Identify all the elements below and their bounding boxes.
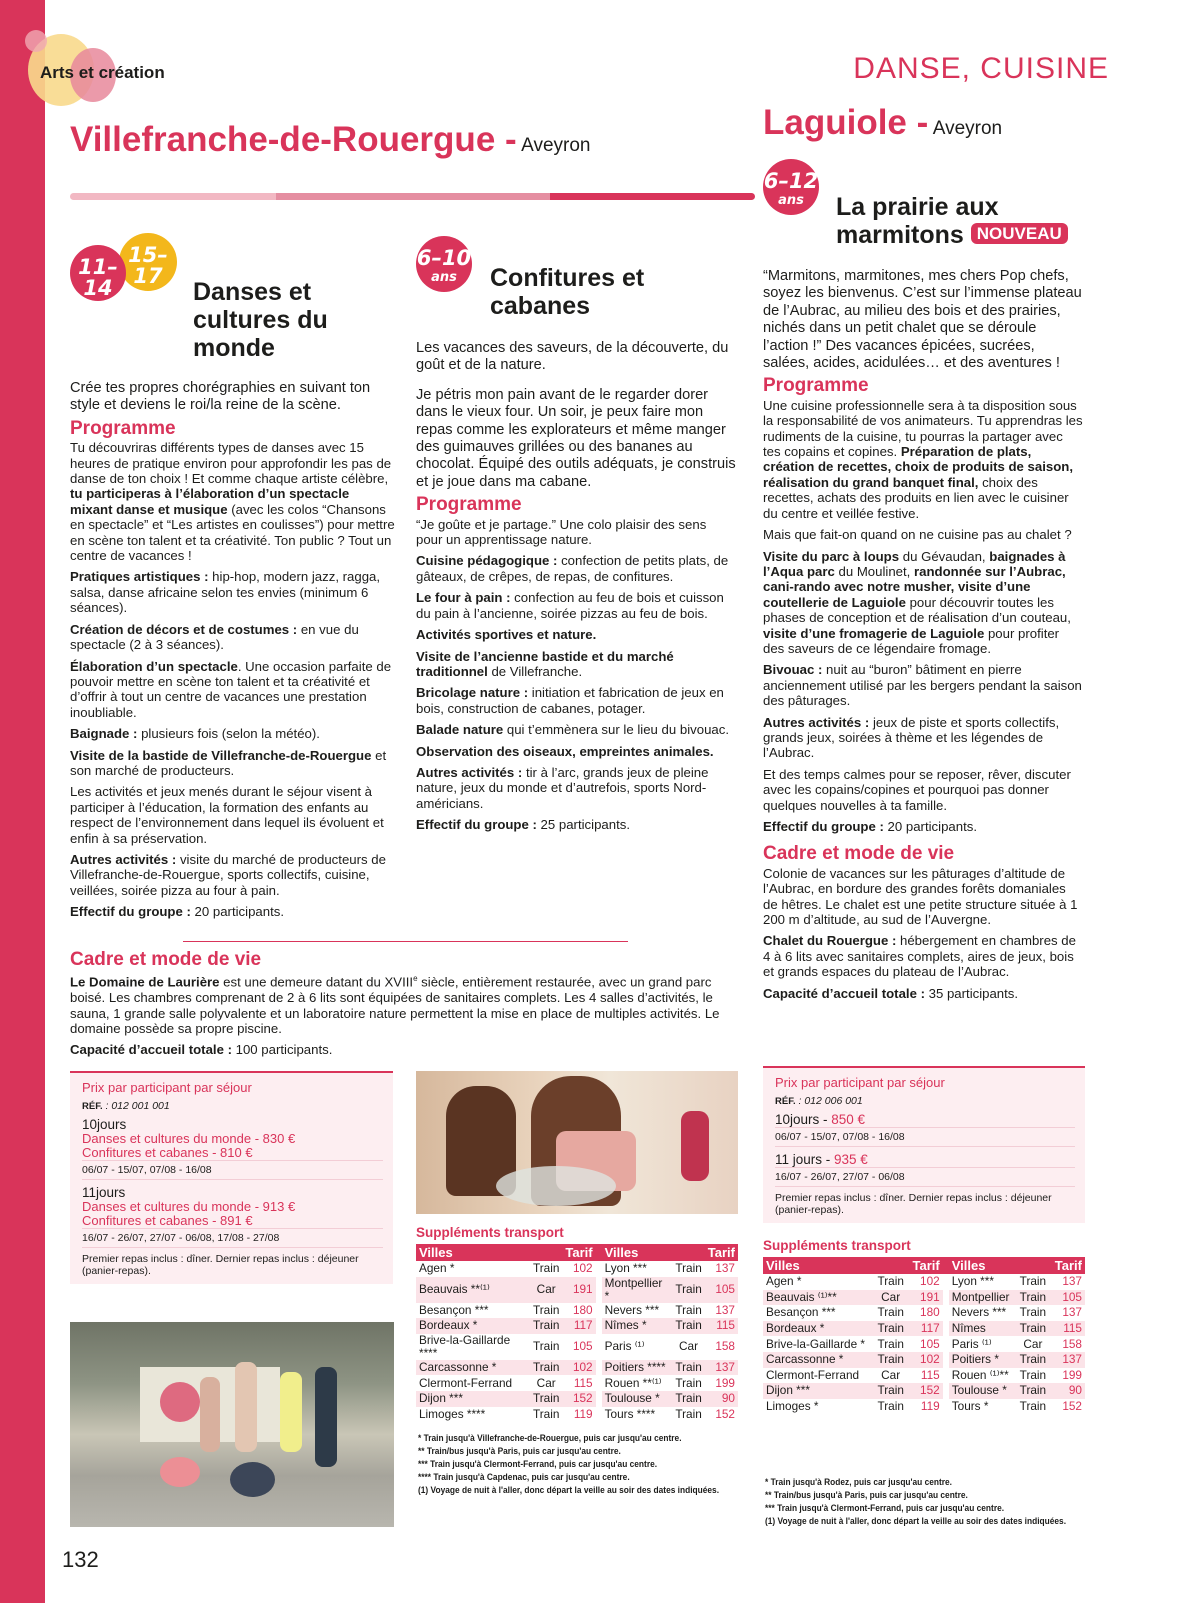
cell-mode: Train	[530, 1391, 562, 1407]
cell-price: 105	[1050, 1290, 1085, 1306]
programme-item: Bricolage nature : initiation et fabrication de jeux en bois, construction de cabanes, potager.	[416, 685, 724, 716]
cadre-heading: Cadre et mode de vie	[763, 843, 955, 865]
cell-mode: Train	[675, 1406, 702, 1421]
cell-city: Rouen **⁽¹⁾	[604, 1375, 662, 1390]
cell-mode: Car	[679, 1339, 699, 1354]
cell-city: Limoges ****	[419, 1406, 486, 1421]
cell-price: 105	[920, 1336, 940, 1351]
cell-city: Agen *	[419, 1261, 455, 1276]
cell-price: 102	[562, 1360, 595, 1376]
transport-footnotes	[765, 1476, 1099, 1528]
cell-price: 137	[1062, 1274, 1082, 1289]
age-badge: 6–10 ans	[416, 236, 472, 292]
cell-city: Nîmes	[949, 1321, 1016, 1337]
cadre-heading: Cadre et mode de vie	[70, 949, 262, 970]
cell-city: Toulouse *	[949, 1383, 1016, 1399]
cell-city: Poitiers ****	[602, 1360, 673, 1376]
cell-city: Agen *	[766, 1274, 802, 1289]
footnote: ** Train/bus jusqu'à Paris, puis car jusqu'au centre.	[765, 1490, 968, 1501]
cell-price: 115	[573, 1375, 593, 1390]
cell-mode: Train	[672, 1318, 704, 1334]
cell-price: 152	[715, 1406, 735, 1421]
cell-mode: Train	[1016, 1321, 1050, 1337]
cell-price: 191	[908, 1290, 943, 1306]
age-badge: 15–17 ans	[119, 233, 177, 291]
category-title: DANSE, CUISINE	[853, 52, 1109, 85]
cell-price: 152	[1062, 1399, 1082, 1414]
cell-price: 137	[715, 1261, 735, 1276]
laguiole-heading	[763, 103, 1002, 143]
cell-city: Paris ⁽¹⁾	[604, 1339, 645, 1354]
age-badge: 6–12 ans	[763, 159, 819, 215]
side-color-bar	[0, 0, 45, 1603]
cell-price: 158	[715, 1339, 735, 1354]
programme-item: Effectif du groupe : 20 participants.	[763, 819, 977, 834]
cell-price: 90	[705, 1391, 738, 1407]
decor-circle-small	[25, 30, 47, 52]
place-title: Villefranche-de-Rouergue -	[70, 120, 517, 159]
cell-price: 137	[1062, 1305, 1082, 1320]
price-box	[763, 1066, 1085, 1223]
cell-price: 137	[705, 1360, 738, 1376]
table-row	[416, 1261, 738, 1277]
duration-11: 11 jours - 935 € 16/07 - 26/07, 27/07 - 06/08	[775, 1153, 1075, 1187]
place-region: Aveyron	[932, 118, 1003, 139]
capacity: Capacité d’accueil totale : 35 participants.	[763, 985, 1019, 1001]
footnote: ** Train/bus jusqu'à Paris, puis car jusqu'au centre.	[418, 1446, 621, 1457]
stage-intro: “Marmitons, marmitones, mes chers Pop chefs, soyez les bienvenus. C’est sur l’immense plateau de l’Aubrac, au milieu des bois et des prairies, nichés dans un petit chalet que se déroule l’action !” Des vacances épicées, sucrées, salées, acides, acidulées… et des aventures !	[763, 268, 1082, 372]
programme-item: Le four à pain : confection au feu de bois et cuisson du pain à l’ancienne, soirée pizzas au feu de bois.	[416, 590, 724, 621]
cell-mode: Train	[532, 1406, 560, 1421]
cell-price: 105	[572, 1339, 593, 1354]
cell-city: Tours ****	[604, 1406, 656, 1421]
duration-11: 11jours Danses et cultures du monde - 913 € Confitures et cabanes - 891 € 16/07 - 26/07, 27/07 - 06/08, 17/08 - 27/08	[82, 1186, 383, 1248]
cell-city: Poitiers *	[949, 1352, 1016, 1368]
place-title: Laguiole -	[763, 103, 929, 142]
cell-city: Rouen ⁽¹⁾**	[951, 1367, 1009, 1382]
cell-mode: Car	[530, 1277, 562, 1303]
footnote: **** Train jusqu'à Capdenac, puis car jusqu'au centre.	[418, 1472, 630, 1483]
programme-heading: Programme	[70, 417, 176, 439]
cadre-text: Le Domaine de Laurière est une demeure datant du XVIIIe siècle, entièrement restaurée, avec un grand parc boisé. Les chambres comprenant de 2 à 6 lits sont équipées de sanitaires complets. Les 4 salles d’activités, le sauna, 1 grande salle polyvalente et un laboratoire nature permettent la mise en place de multiples activités. Le domaine possède sa propre piscine.	[70, 974, 720, 1037]
cell-mode: Train	[1016, 1290, 1050, 1306]
villefranche-cadre	[70, 946, 735, 1064]
age-badge: 11–14 ans	[70, 245, 126, 301]
cell-price: 102	[908, 1352, 943, 1368]
table-row	[763, 1305, 1085, 1321]
table-header: Villes Tarif Villes Tarif	[763, 1257, 1085, 1274]
cell-mode: Train	[877, 1274, 904, 1289]
cell-mode: Train	[877, 1399, 904, 1414]
cadre-text: Colonie de vacances sur les pâturages d’altitude de l’Aubrac, en bordure des grandes forêts domaniales de hêtres. Le chalet est une petite structure située à 1 200 m d’altitude, au sud de l’Auvergne.	[763, 865, 1078, 928]
stage2-content	[416, 340, 736, 839]
page-number: 132	[62, 1547, 99, 1572]
cell-price: 137	[715, 1302, 735, 1317]
cell-mode: Train	[530, 1318, 562, 1334]
cell-city: Dijon ***	[416, 1391, 530, 1407]
cell-mode: Train	[675, 1261, 702, 1276]
cell-city: Dijon ***	[763, 1383, 874, 1399]
cell-price: 115	[705, 1318, 738, 1334]
programme-item: Et des temps calmes pour se reposer, rêver, discuter avec les copains/copines et pourquoi pas donner quelques nouvelles à ta famille.	[763, 766, 1071, 813]
stage-title: Danses et cultures du monde	[193, 278, 328, 362]
cell-mode: Train	[1016, 1352, 1050, 1368]
stage-title: Confitures et cabanes	[490, 264, 645, 320]
cell-city: Nevers ***	[604, 1302, 660, 1317]
table-row	[416, 1318, 738, 1334]
cell-price: 137	[1050, 1352, 1085, 1368]
reference: RÉF. : 012 001 001	[82, 1100, 170, 1112]
cell-city: Besançon ***	[766, 1305, 836, 1320]
cell-mode: Train	[532, 1302, 560, 1317]
table-row	[416, 1391, 738, 1407]
transport-table	[416, 1244, 738, 1422]
programme-text: Visite du parc à loups du Gévaudan, baignades à l’Aqua parc du Moulinet, randonnée sur l’Aubrac, cani-rando avec notre musher, visite d’une coutellerie de Laguiole pour découvrir toutes les phases de conception et de réalisation d’un couteau, visite d’une fromagerie de Laguiole pour profiter des saveurs de ce légendaire fromage.	[763, 548, 1071, 656]
price-title: Prix par participant par séjour	[82, 1080, 252, 1095]
duration-10: 10jours Danses et cultures du monde - 830 € Confitures et cabanes - 810 € 06/07 - 15/07, 07/08 - 16/08	[82, 1118, 383, 1180]
cell-city: Paris ⁽¹⁾	[951, 1336, 992, 1351]
cell-mode: Train	[1019, 1274, 1047, 1289]
table-row	[763, 1352, 1085, 1368]
section-divider	[183, 941, 628, 942]
cell-price: 199	[715, 1375, 735, 1390]
cell-price: 119	[920, 1399, 940, 1414]
cell-city: Toulouse *	[602, 1391, 673, 1407]
cell-price: 199	[1062, 1367, 1082, 1382]
cell-mode: Car	[1023, 1336, 1043, 1351]
stage-intro: Je pétris mon pain avant de le regarder dorer dans le vieux four. Un soir, je peux faire mon repas comme les explorateurs et même manger des guimauves grillées ou des bananes au chocolat. Équipé des outils adéquats, je construis et je joue dans ma cabane.	[416, 386, 736, 490]
transport-footnotes	[418, 1432, 752, 1497]
cell-price: 158	[1062, 1336, 1082, 1351]
cell-city: Lyon ***	[951, 1274, 994, 1289]
transport-table	[763, 1257, 1085, 1414]
programme-item: Autres activités : jeux de piste et sports collectifs, grands jeux, soirées à thème et les légendes de l’Aubrac.	[763, 714, 1060, 761]
programme-item: Élaboration d’un spectacle. Une occasion parfaite de pouvoir mettre en scène ton talent et ta créativité et d’offrir à tout un centre de vacances une prestation inoubliable.	[70, 658, 392, 720]
cell-city: Nîmes *	[602, 1318, 673, 1334]
cell-city: Tours *	[951, 1399, 989, 1414]
cell-city: Bordeaux *	[416, 1318, 530, 1334]
photo-children-cooking	[416, 1071, 738, 1214]
programme-item: Cuisine pédagogique : confection de petits plats, de gâteaux, de crêpes, de repas, de confitures.	[416, 553, 729, 584]
programme-item: Balade nature qui t’emmènera sur le lieu du bivouac.	[416, 722, 729, 738]
table-row	[763, 1368, 1085, 1384]
programme-item: Visite de la bastide de Villefranche-de-Rouergue et son marché de producteurs.	[70, 747, 387, 778]
cell-mode: Train	[672, 1360, 704, 1376]
cell-mode: Train	[532, 1339, 560, 1354]
cell-mode: Car	[881, 1367, 901, 1382]
footnote: * Train jusqu'à Villefranche-de-Rouergue, puis car jusqu'au centre.	[418, 1433, 682, 1444]
programme-item: Les activités et jeux menés durant le séjour visent à participer à l’éducation, la formation des enfants au respect de l’environnement dans lequel ils évoluent et enfin à sa préservation.	[70, 784, 384, 846]
cell-mode: Train	[675, 1375, 702, 1390]
cell-mode: Train	[1019, 1399, 1047, 1414]
programme-item: Bivouac : nuit au “buron” bâtiment en pierre anciennement utilisé par les bergers pendant la saison des pâturages.	[763, 662, 1082, 709]
transport-title: Suppléments transport	[416, 1225, 564, 1240]
cell-city: Montpellier *	[602, 1277, 673, 1303]
programme-item: Pratiques artistiques : hip-hop, modern jazz, ragga, salsa, danse africaine selon tes envies (minimum 6 séances).	[70, 569, 381, 616]
cell-price: 152	[908, 1383, 943, 1399]
stage-intro: Crée tes propres chorégraphies en suivant ton style et deviens le roi/la reine de la scène.	[70, 380, 371, 414]
cell-price: 117	[908, 1321, 943, 1337]
programme-item: Effectif du groupe : 20 participants.	[70, 904, 284, 920]
transport-title: Suppléments transport	[763, 1238, 911, 1253]
cell-mode: Train	[1016, 1383, 1050, 1399]
programme-heading: Programme	[416, 494, 522, 516]
cell-price: 152	[562, 1391, 595, 1407]
stage-title: La prairie aux marmitons NOUVEAU	[836, 193, 1106, 249]
table-row	[763, 1274, 1085, 1290]
title-underline	[70, 193, 755, 200]
cell-city: Brive-la-Gaillarde ****	[419, 1332, 511, 1360]
cell-city: Besançon ***	[419, 1302, 489, 1317]
photo-dance-group	[70, 1322, 394, 1527]
stage-intro: Les vacances des saveurs, de la découverte, du goût et de la nature.	[416, 340, 729, 374]
programme-text: Mais que fait-on quand on ne cuisine pas au chalet ?	[763, 527, 1072, 543]
table-row	[416, 1375, 738, 1391]
programme-text: Une cuisine professionnelle sera à ta disposition sous la responsabilité de vos animateurs. Tu apprendras les rudiments de la cuisine, tu pourras la partager avec tes copains et copines. Préparation de plats, création de recettes, choix de produits de saison, réalisation du grand banquet final, choix des recettes, achats des produits en lien avec le cuisiner du centre et veillée festive.	[763, 397, 1083, 521]
programme-text: Tu découvriras différents types de danses avec 15 heures de pratique environ pour approfondir les pas de danse de ton choix ! Et comme chaque artiste célèbre, tu participeras à l’élaboration d’un spectacle mixant danse et musique (avec les colos “Chansons en spectacle” et “Les artistes en coulisses”) pour mettre en scène ton talent et ta créativité. Ton public ? Tout un centre de vacances !	[70, 440, 395, 564]
cell-city: Montpellier	[949, 1290, 1016, 1306]
table-row	[416, 1407, 738, 1423]
new-badge: NOUVEAU	[971, 223, 1068, 244]
cell-price: 180	[920, 1305, 940, 1320]
programme-item: Autres activités : visite du marché de producteurs de Villefranche-de-Rouergue, sports collectifs, cuisine, veillées, soirée pizza au four à pain.	[70, 851, 386, 898]
cell-city: Beauvais ⁽¹⁾**	[763, 1290, 874, 1306]
table-row	[763, 1399, 1085, 1415]
footnote: *** Train jusqu'à Clermont-Ferrand, puis car jusqu'au centre.	[418, 1459, 658, 1470]
cell-city: Bordeaux *	[763, 1321, 874, 1337]
programme-item: “Je goûte et je partage.” Une colo plaisir des sens pour un apprentissage nature.	[416, 516, 707, 548]
cell-price: 102	[572, 1261, 593, 1276]
programme-item: Autres activités : tir à l’arc, grands jeux de pleine nature, jeux du monde et d’autrefois, sports Nord-américians.	[416, 764, 709, 811]
meal-note: Premier repas inclus : dîner. Dernier repas inclus : déjeuner (panier-repas).	[775, 1192, 1052, 1216]
cell-city: Nevers ***	[951, 1305, 1007, 1320]
cell-mode: Train	[672, 1277, 704, 1303]
table-row	[416, 1334, 738, 1360]
cell-city: Lyon ***	[604, 1261, 647, 1276]
cell-price: 115	[1050, 1321, 1085, 1337]
footnote: (1) Voyage de nuit à l'aller, donc départ la veille au soir des dates indiquées.	[765, 1516, 1067, 1527]
section-label: Arts et création	[40, 63, 165, 82]
cell-mode: Train	[1019, 1305, 1047, 1320]
cell-mode: Train	[532, 1261, 560, 1276]
programme-item: Baignade : plusieurs fois (selon la météo).	[70, 726, 320, 742]
cell-city: Clermont-Ferrand	[419, 1375, 513, 1390]
cell-city: Brive-la-Gaillarde *	[766, 1336, 865, 1351]
cell-mode: Train	[877, 1305, 904, 1320]
price-box	[70, 1071, 393, 1284]
cell-price: 119	[573, 1406, 593, 1421]
programme-heading: Programme	[763, 375, 869, 397]
cell-price: 117	[562, 1318, 595, 1334]
cell-city: Carcassonne *	[763, 1352, 874, 1368]
cell-mode: Train	[1019, 1367, 1047, 1382]
table-row	[416, 1277, 738, 1303]
cell-price: 105	[705, 1277, 738, 1303]
cell-price: 115	[920, 1367, 940, 1382]
cell-price: 191	[562, 1277, 595, 1303]
cell-city: Carcassonne *	[416, 1360, 530, 1376]
footnote: (1) Voyage de nuit à l'aller, donc départ la veille au soir des dates indiquées.	[418, 1485, 720, 1496]
cadre-text: Chalet du Rouergue : hébergement en chambres de 4 à 6 lits avec sanitaires complets, aires de jeux, bois et grands espaces du plateau de l’Aubrac.	[763, 933, 1076, 980]
meal-note: Premier repas inclus : dîner. Dernier repas inclus : déjeuner (panier-repas).	[82, 1253, 359, 1277]
programme-item: Création de décors et de costumes : en vue du spectacle (2 à 3 séances).	[70, 621, 359, 653]
cell-price: 180	[572, 1302, 593, 1317]
villefranche-heading	[70, 120, 590, 160]
table-row	[763, 1336, 1085, 1352]
table-row	[416, 1303, 738, 1319]
table-row	[416, 1360, 738, 1376]
price-title: Prix par participant par séjour	[775, 1075, 945, 1090]
cell-mode: Train	[672, 1391, 704, 1407]
cell-city: Limoges *	[766, 1399, 819, 1414]
cell-mode: Car	[874, 1290, 908, 1306]
cell-price: 90	[1050, 1383, 1085, 1399]
cell-mode: Train	[874, 1352, 908, 1368]
table-header: Villes Tarif Villes Tarif	[416, 1244, 738, 1261]
cell-mode: Train	[675, 1302, 702, 1317]
cell-mode: Train	[877, 1336, 904, 1351]
cell-mode: Train	[530, 1360, 562, 1376]
cell-price: 102	[920, 1274, 940, 1289]
programme-item: Activités sportives et nature.	[416, 627, 597, 643]
programme-item: Observation des oiseaux, empreintes animales.	[416, 743, 714, 759]
table-row	[763, 1383, 1085, 1399]
cell-mode: Car	[536, 1375, 556, 1390]
reference: RÉF. : 012 006 001	[775, 1095, 863, 1107]
footnote: * Train jusqu'à Rodez, puis car jusqu'au centre.	[765, 1477, 953, 1488]
cell-city: Clermont-Ferrand	[766, 1367, 860, 1382]
cell-mode: Train	[874, 1321, 908, 1337]
programme-item: Effectif du groupe : 25 participants.	[416, 817, 630, 833]
capacity: Capacité d’accueil totale : 100 participants.	[70, 1042, 333, 1058]
programme-item: Visite de l’ancienne bastide et du marché traditionnel de Villefranche.	[416, 648, 674, 679]
duration-10: 10jours - 850 € 06/07 - 15/07, 07/08 - 16/08	[775, 1113, 1075, 1147]
table-row	[763, 1321, 1085, 1337]
table-row	[763, 1290, 1085, 1306]
place-region: Aveyron	[521, 135, 591, 156]
footnote: *** Train jusqu'à Clermont-Ferrand, puis car jusqu'au centre.	[765, 1503, 1005, 1514]
cell-mode: Train	[874, 1383, 908, 1399]
cell-city: Beauvais **⁽¹⁾	[416, 1277, 530, 1303]
stage1-content	[70, 380, 395, 926]
laguiole-content	[763, 268, 1083, 1007]
